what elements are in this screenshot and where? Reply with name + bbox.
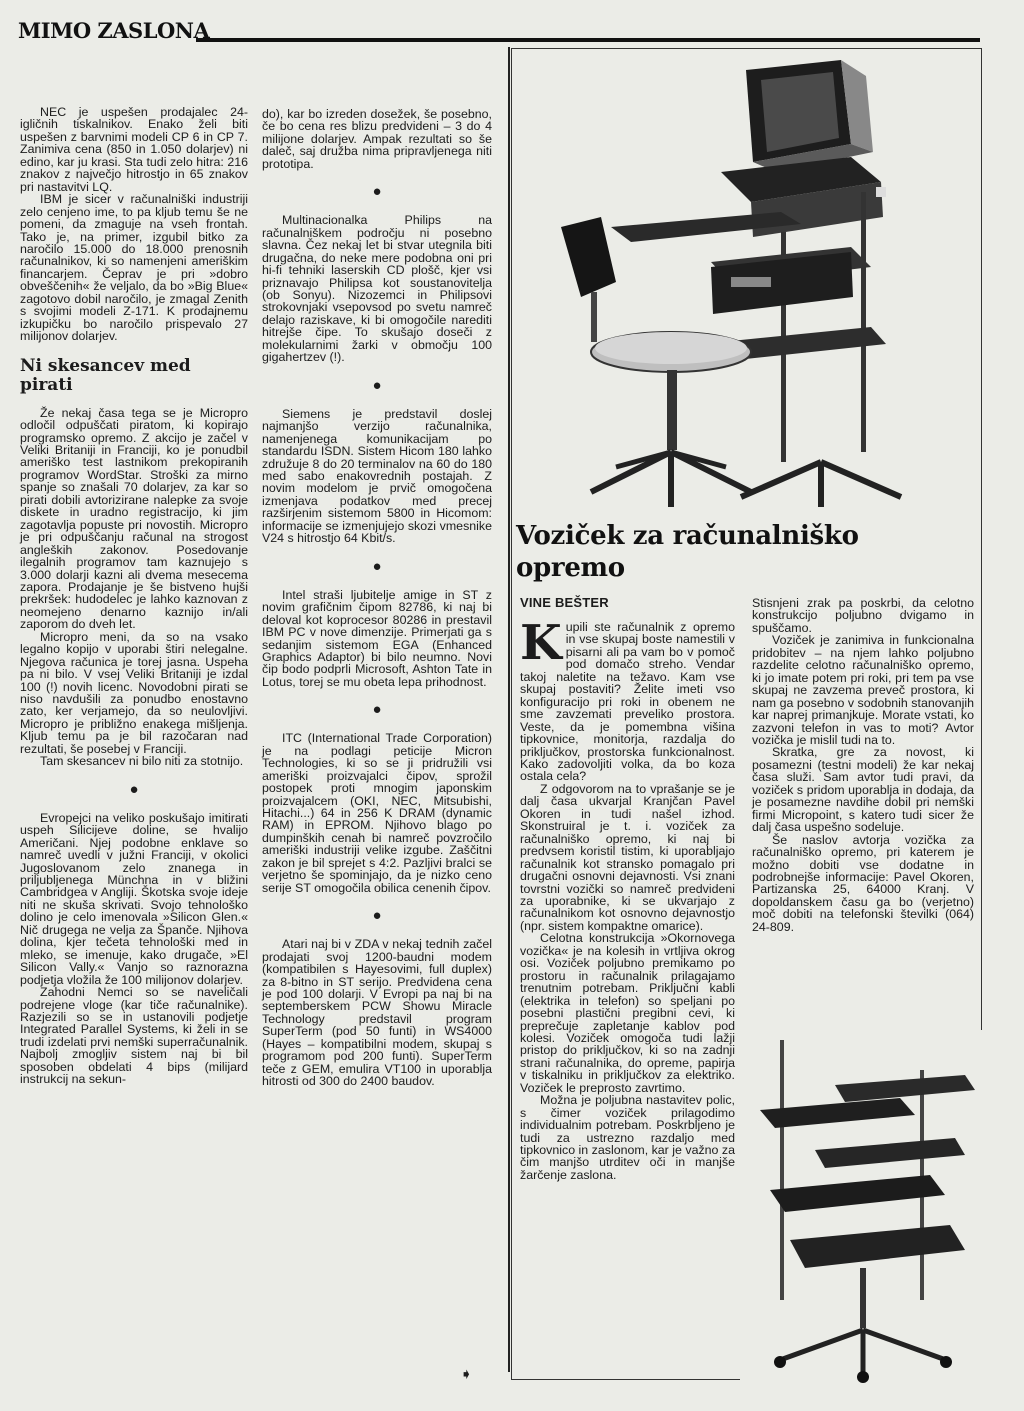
article-column-2 (752, 597, 974, 933)
article-p3: Celotna konstrukcija »Okornovega vozička« je na kolesih in vrtljiva okrog osi. Voziček poljubno premikamo po prostoru in računalnik prilagajamo trenutnim potrebam. Priključni kabli (elektrika in telefon) so speljani po posebni plastični pregibni cevi, ki preprečuje zapletanje kablov pod kolesi. Voziček omogoča tudi lažji pristop do priključkov, ki so na zadnji strani računalnika, do opreme, papirja v tiskalniku in priključkov za elektriko. Voziček le preprosto zavrtimo. (520, 931, 735, 1095)
bullet-separator: ● (372, 557, 382, 575)
subhead-pirates: Ni skesancev med pirati (20, 355, 191, 395)
article-title: Voziček za računalniško opremo (516, 521, 859, 583)
news-atari: Atari naj bi v ZDA v nekaj tednih začel prodajati svoj 1200-baudni modem (kompatibilen s Hayesovimi, full duplex) za 8-bitno in ST serijo. Predvidena cena je pod 100 dolarji. V Evropi pa naj bi na septemberskem PCW Showu Miracle Technology predstavil program SuperTerm (pod 50 funti) in WS4000 (Hayes – kompatibilni modem, skupaj s programom pod 200 funti). SuperTerm teče z GEM, emulira VT100 in uporablja hitrosti od 300 do 2400 baudov. (262, 937, 492, 1089)
article-author: VINE BEŠTER (520, 595, 609, 610)
article-column-1 (520, 615, 735, 1182)
news-siemens: Siemens je predstavil doslej najmanjšo verzijo računalnika, namenjenega komunikacijam po standardu ISDN. Sistem Hicom 180 lahko združuje 8 do 20 terminalov na 60 do 180 med sabo enakovrednih postajah. Z novim modelom je prvič omogočena izmenjava podatkov med precej razširjenim sistemom 5800 in Hicomom: informacije se izmenjujejo skozi vmesnike V24 s hitrostjo 64 Kbit/s. (262, 406, 492, 546)
news-ibm: IBM je sicer v računalniški industriji zelo cenjeno ime, to pa kljub temu še ne pomeni, da zmaguje na vseh frontah. Tako je, na primer, izgubil bitko za naročilo 15.000 do 18.000 prenosnih računalnikov, ki so namenjeni ameriškim financarjem. Čeprav je pri »dobro obveščenih« že veljalo, da bo »Big Blue« zagotovo dobil naročilo, je zmagal Zenith s svojimi modeli Z-171. K prodajnemu izkupičku bo naročilo prispevalo 27 milijonov dolarjev. (20, 192, 248, 344)
news-micropro-2: Micropro meni, da so na vsako legalno kopijo v uporabi štiri nelegalne. Njegova računica je torej jasna. Uspeha pa ni bilo. V vsej Veliki Britaniji je izdal 100 (!) novih licenc. Novodobni pirati se niso navdušili za ponudbo enostavno zato, ker verjamejo, da so neulovljivi. Micropro je približno enakega mišljenja. Kljub temu pa je bil razočaran nad rezultati, še posebej v Franciji. (20, 629, 248, 756)
article-p2: Z odgovorom na to vprašanje se je dalj časa ukvarjal Kranjčan Pavel Okoren in tudi našel izhod. Skonstruiral je t. i. voziček za računalniško opremo, ki naj bi predvsem koristil tistim, ki uporabljajo računalnik kot stransko pomagalo pri drugačni osnovni dejavnosti. Vsi znani tovrstni vozički so namreč predvideni za uporabnike, ki se ukvarjajo z računalnikom kot osnovno dejavnostjo (npr. sistem kompaktne omarice). (520, 781, 735, 933)
dropcap: K (520, 615, 562, 671)
section-title: MIMO ZASLONA (18, 18, 210, 43)
bullet-separator: ● (372, 183, 382, 201)
bullet-separator: ● (372, 376, 382, 394)
news-itc: ITC (International Trade Corporation) je na podlagi peticije Micron Technologies, ki so se ji pridružili vsi ameriški proizvajalci čipov, sprožil postopek proti mnogim japonskim proizvajalcem (OKI, NEC, Mitsubishi, Hitachi...) 64 in 256 K DRAM (dynamic RAM) in EPROM. Njihovo blago po dumpinških cenah bi namreč povzročilo ameriški industriji velike izgube. Zaščitni zakon je bil sprejet s 4:2. Pazljivi bralci se verjetno še spominjajo, da je nizko ceno serije ST omogočila obilica cenenih čipov. (262, 731, 492, 895)
cart-photo (521, 52, 961, 512)
news-micropro-1: Že nekaj časa tega se je Micropro odločil odpuščati piratom, ki kopirajo programsko opremo. Z akcijo je začel v Veliki Britaniji in Franciji, ko je ponudbil ameriško test lastnikom prekopiranih programov WordStar. Stroški za mirno spanje so znašali 70 dolarjev, za kar so pirati dobili avtorizirane nalepke za svoje diskete in uradno registracijo, ki jim zagotavlja popuste pri novostih. Micropro je pri odpuščanju računal na strogost angleških zakonov. Posedovanje ilegalnih programov tam kaznujejo s 3.000 dolarji kazni ali dvema mesecema zapora. Prodajanje je še bistveno hujši prekršek: hudodelec je lahko kaznovan z neomejeno denarno kaznijo in/ali zaporom do dveh let. (20, 405, 248, 632)
news-philips: Multinacionalka Philips na računalniškem področju ni posebno slavna. Čez nekaj let bi stvar utegnila biti drugačna, do neke mere podobna oni pri hi-fi tehniki laserskih CD plošč, kjer vsi priznavajo Philipsa kot soustanovitelja (ob Sonyu). Nizozemci in Philipsovi strokovnjaki vsepovsod po svetu namreč delajo raziskave, ki bi omogočile narediti hitrejše čipe. To skušajo doseči z molekularnimi žarki v območju 100 gigahertzev (!). (262, 213, 492, 365)
article-c4p3: Skratka, gre za novost, ki posamezni (testni modeli) že kar nekaj časa služi. Sam avtor tudi pravi, da voziček s pridom uporablja in dodaja, da je posamezne navdihe dobil pri nemški firmi Micropoint, s katero tudi sicer že dalj časa uspešno sodeluje. (752, 745, 974, 835)
article-c4p4: Še naslov avtorja vozička za računalniško opremo, pri katerem je možno dobiti vse dodatne in podrobnejše informacije: Pavel Okoren, Partizanska 25, 64000 Kranj. V dopoldanskem času ga bo (verjetno) moč dobiti na telefonski številki (064) 24-809. (752, 832, 974, 934)
article-intro: Kupili ste računalnik z opremo in vse skupaj boste namestili v pisarni ali pa vam bo v pomoč pod domačo streho. Vendar takoj naletite na težavo. Kam vse skupaj postaviti? Želite imeti vso konfiguracijo pri roki in obenem ne sme zavzemati preveliko prostora. Veste, da je pomembna višina tipkovnice, monitorja, razdalja do priključkov, prostorska funkcionalnost. Kako zadovoljiti volka, da bo koza ostala cela? (520, 615, 735, 784)
column-divider (508, 47, 510, 1372)
article-p4: Možna je poljubna nastavitev polic, s čimer voziček prilagodimo individualnim potrebam. Poskrbljeno je tudi za ustrezno razdaljo med tipkovnico in zaslonom, kar je važno za čim manjšo utrditev oči in manjše žarčenje zaslona. (520, 1093, 735, 1182)
monitor-icon (746, 60, 873, 172)
section-header (18, 18, 980, 44)
news-germany-cont: do), kar bo izreden dosežek, še posebno, če bo cena res blizu predvideni – 3 do 4 milijone dolarjev. Ampak rezultati so še daleč, saj družba nima pripravljenega niti prototipa. (262, 107, 492, 171)
continue-arrow-icon: ➧ (460, 1366, 473, 1383)
column-2 (262, 108, 492, 1088)
article-c4p1: Stisnjeni zrak pa poskrbi, da celotno konstrukcijo poljubno dvigamo in spuščamo. (752, 596, 974, 635)
news-nec: NEC je uspešen prodajalec 24-igličnih tiskalnikov. Enako želi biti uspešen z barvnimi modeli CP 6 in CP 7. Zanimiva cena (850 in 1.050 dolarjev) ni edino, kar ju krasi. Sta tudi zelo hitra: 216 znakov z največjo hitrostjo in 65 znakov pri nastavitvi LQ. (20, 105, 248, 194)
shelf-cart-photo (740, 1030, 985, 1390)
header-rule (196, 38, 980, 42)
news-germany: Zahodni Nemci so se naveličali podrejene vloge (kar tiče računalnike). Razjezili so se in ustanovili podjetje Integrated Parallel Systems, ki želi in se trudi izdelati prvi nemški superračunalnik. Najbolj zmogljiv sistem naj bi bil sposoben obdelati 4 bips (milijard instrukcij na sekun- (20, 985, 248, 1087)
bullet-separator: ● (372, 907, 382, 925)
column-1 (20, 106, 248, 1086)
bullet-separator: ● (129, 780, 139, 798)
article-c4p2: Voziček je zanimiva in funkcionalna pridobitev – na njem lahko poljubno razdelite celotno računalniško opremo, ki jo imate potem pri roki, pri tem pa vse skupaj ne zavzema preveč prostora, ki nam ga posebno v sodobnih stanovanjih kar naprej primanjkuje. Morate vstati, ko zazvoni telefon in vas to moti? Avtor vozička je mislil tudi na to. (752, 633, 974, 747)
news-micropro-3: Tam skesancev ni bilo niti za stotnijo. (40, 754, 244, 769)
news-europe: Evropejci na veliko poskušajo imitirati uspeh Silicijeve doline, se hvalijo Američani. Njej podobne enklave so namreč uvedli v južni Franciji, v okolici Jugoslovanom zelo znanega in priljubljenega Münchna in v bližini Cambridgea v Angliji. Škotska svoje ideje niti ne skuša skrivati. Svojo tehnološko dolino je celo imenovala »Silicon Glen.« Nič drugega ne velja za Španče. Njihova dolina, kjer tečeta tehnološki med in mleko, se imenuje, kako drugače, »El Silicon Vally.« Vanjo so raznorazna podjetja vložila že 100 milijonov dolarjev. (20, 810, 248, 987)
bullet-separator: ● (372, 701, 382, 719)
news-intel: Intel straši ljubitelje amige in ST z novim grafičnim čipom 82786, ki naj bi deloval kot koprocesor 80286 in prestavil IBM PC v nove dimenzije. Primerjati ga s sedanjim sistemom EGA (Enhanced Graphics Adaptor) bi bilo neumno. Novi čip bodo podprli Microsoft, Ashton Tate in Lotus, torej se mu obeta lepa prihodnost. (262, 587, 492, 689)
